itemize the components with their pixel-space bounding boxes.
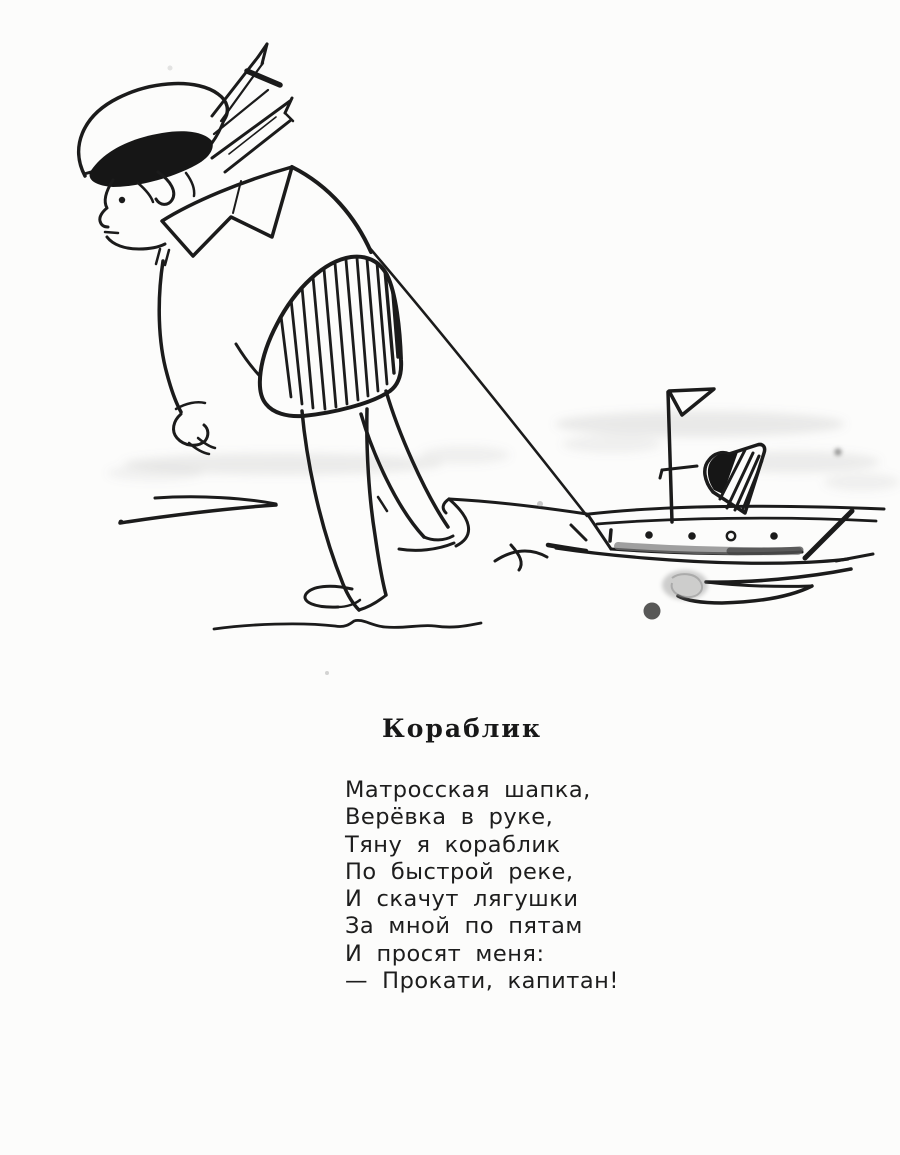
grey-wash-shore — [107, 411, 900, 491]
water-ripples — [119, 497, 873, 629]
hat-ribbons — [212, 44, 293, 172]
poem-line: И скачут лягушки — [345, 886, 579, 913]
porthole-dot — [645, 531, 653, 539]
boat-hull — [588, 506, 884, 558]
sailor-boy — [79, 44, 453, 610]
poem-line: За мной по пятам — [345, 913, 583, 940]
poem-line: — Прокати, капитан! — [345, 968, 619, 995]
boy-legs — [302, 391, 453, 610]
poem-line: Тяну я кораблик — [345, 831, 561, 858]
porthole-ring — [727, 532, 735, 540]
poem-line: По быстрой реке, — [345, 858, 574, 885]
poem-text — [345, 777, 619, 995]
poem-line: Матросская шапка, — [345, 777, 591, 803]
tow-rope — [368, 246, 587, 516]
porthole-dot — [688, 532, 696, 540]
eye-dot — [119, 197, 125, 203]
boy-back — [292, 167, 371, 252]
boy-face — [100, 180, 169, 265]
porthole-dot — [770, 532, 778, 540]
poem-line: И просят меня: — [345, 940, 545, 967]
poem-title: Кораблик — [382, 714, 542, 743]
boy-hand — [174, 414, 215, 454]
poem-line: Верёвка в руке, — [345, 804, 554, 831]
sailor-collar — [162, 167, 292, 256]
hatched-shorts — [260, 257, 401, 417]
boy-front — [159, 261, 181, 412]
porthole-bar — [610, 530, 611, 541]
boat-funnel — [705, 444, 765, 513]
sailor-cap — [79, 84, 228, 205]
